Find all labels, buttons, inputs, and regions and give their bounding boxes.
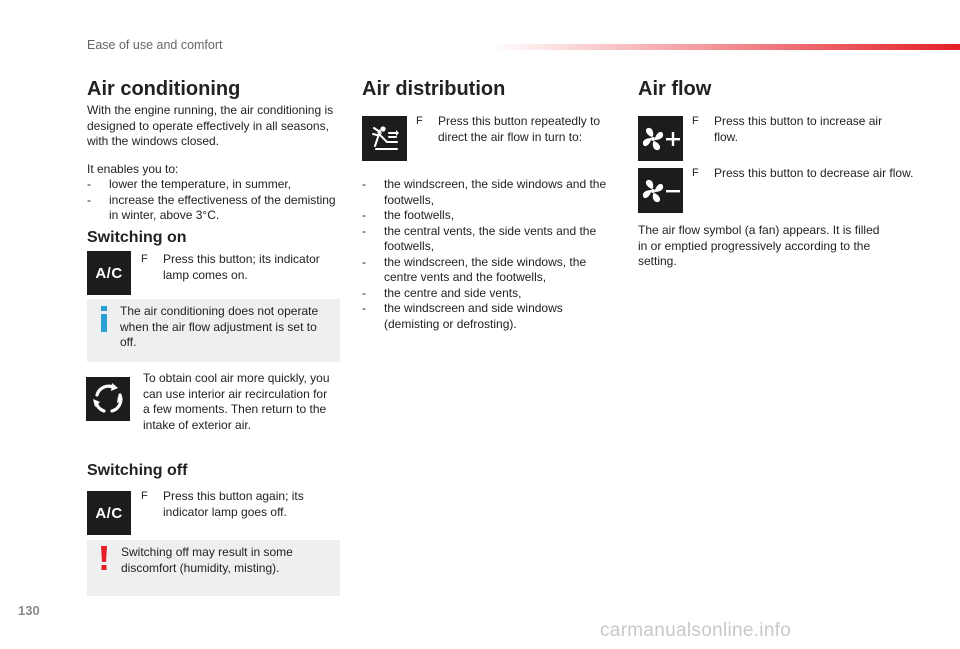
warning-note-text: Switching off may result in some discomfort (humidity, misting). — [121, 545, 293, 575]
warning-note-box — [87, 540, 340, 596]
air-flow-increase-text: Press this button to increase air flow. — [714, 114, 883, 144]
list-item: - the centre and side vents, — [362, 286, 612, 302]
air-distribution-instruction — [416, 114, 628, 145]
watermark: carmanualsonline.info — [600, 620, 792, 641]
switching-off-title: Switching off — [87, 462, 188, 479]
ac-button-label: A/C — [95, 264, 123, 282]
air-flow-title: Air flow — [638, 78, 712, 100]
air-distribution-title: Air distribution — [362, 78, 506, 100]
bullet-marker-icon: F — [141, 490, 148, 502]
list-item: - the windscreen and side windows (demisting or defrosting). — [362, 301, 612, 332]
air-distribution-instruction-text: Press this button repeatedly to direct the air flow in turn to: — [438, 114, 601, 144]
list-item: - the windscreen, the side windows and the footwells, — [362, 177, 612, 208]
air-flow-increase-button[interactable] — [638, 116, 683, 161]
switching-on-instruction — [141, 252, 348, 283]
switching-off-instruction-text: Press this button again; its indicator lamp goes off. — [163, 489, 304, 519]
air-distribution-icon — [366, 120, 404, 158]
info-icon — [99, 306, 109, 332]
bullet-marker-icon: F — [141, 253, 148, 265]
ac-button-on[interactable] — [87, 251, 131, 295]
ac-button-label: A/C — [95, 504, 123, 522]
warning-icon — [100, 546, 108, 570]
list-item: - increase the effectiveness of the demisting in winter, above 3°C. — [87, 193, 342, 224]
list-item: - the windscreen, the side windows, the centre vents and the footwells, — [362, 255, 612, 286]
recirculation-text: To obtain cool air more quickly, you can use interior air recirculation for a few moments. Then return to the intake of exterior air. — [143, 371, 330, 432]
air-distribution-list — [362, 177, 612, 332]
recirculation-button[interactable] — [86, 377, 130, 421]
bullet-marker-icon: F — [692, 167, 699, 179]
air-flow-increase-instruction — [692, 114, 904, 145]
fan-plus-icon — [640, 119, 682, 159]
switching-on-instruction-text: Press this button; its indicator lamp comes on. — [163, 252, 320, 282]
list-item: - the central vents, the side vents and the footwells, — [362, 224, 612, 255]
fan-minus-icon — [640, 171, 682, 211]
switching-on-title: Switching on — [87, 229, 187, 246]
recirculation-icon — [89, 380, 127, 418]
air-flow-decrease-instruction — [692, 166, 914, 182]
info-note-text: The air conditioning does not operate when the air flow adjustment is set to off. — [120, 304, 319, 349]
air-conditioning-intro: With the engine running, the air conditioning is designed to operate effectively in all seasons, with the windows closed. — [87, 103, 334, 148]
air-flow-description: The air flow symbol (a fan) appears. It is filled in or emptied progressively according to the setting. — [638, 223, 880, 268]
air-flow-decrease-button[interactable] — [638, 168, 683, 213]
air-flow-decrease-text: Press this button to decrease air flow. — [714, 166, 914, 180]
enables-list — [87, 177, 342, 224]
list-item: - the footwells, — [362, 208, 612, 224]
list-item: - lower the temperature, in summer, — [87, 177, 342, 193]
section-header: Ease of use and comfort — [87, 38, 223, 52]
bullet-marker-icon: F — [416, 115, 423, 127]
air-distribution-button[interactable] — [362, 116, 407, 161]
air-conditioning-title: Air conditioning — [87, 78, 241, 100]
switching-off-instruction — [141, 489, 348, 520]
info-note-box — [87, 299, 340, 362]
enables-label: It enables you to: — [87, 162, 179, 176]
page-number: 130 — [18, 603, 40, 618]
bullet-marker-icon: F — [692, 115, 699, 127]
ac-button-off[interactable] — [87, 491, 131, 535]
header-accent-bar — [490, 44, 960, 50]
